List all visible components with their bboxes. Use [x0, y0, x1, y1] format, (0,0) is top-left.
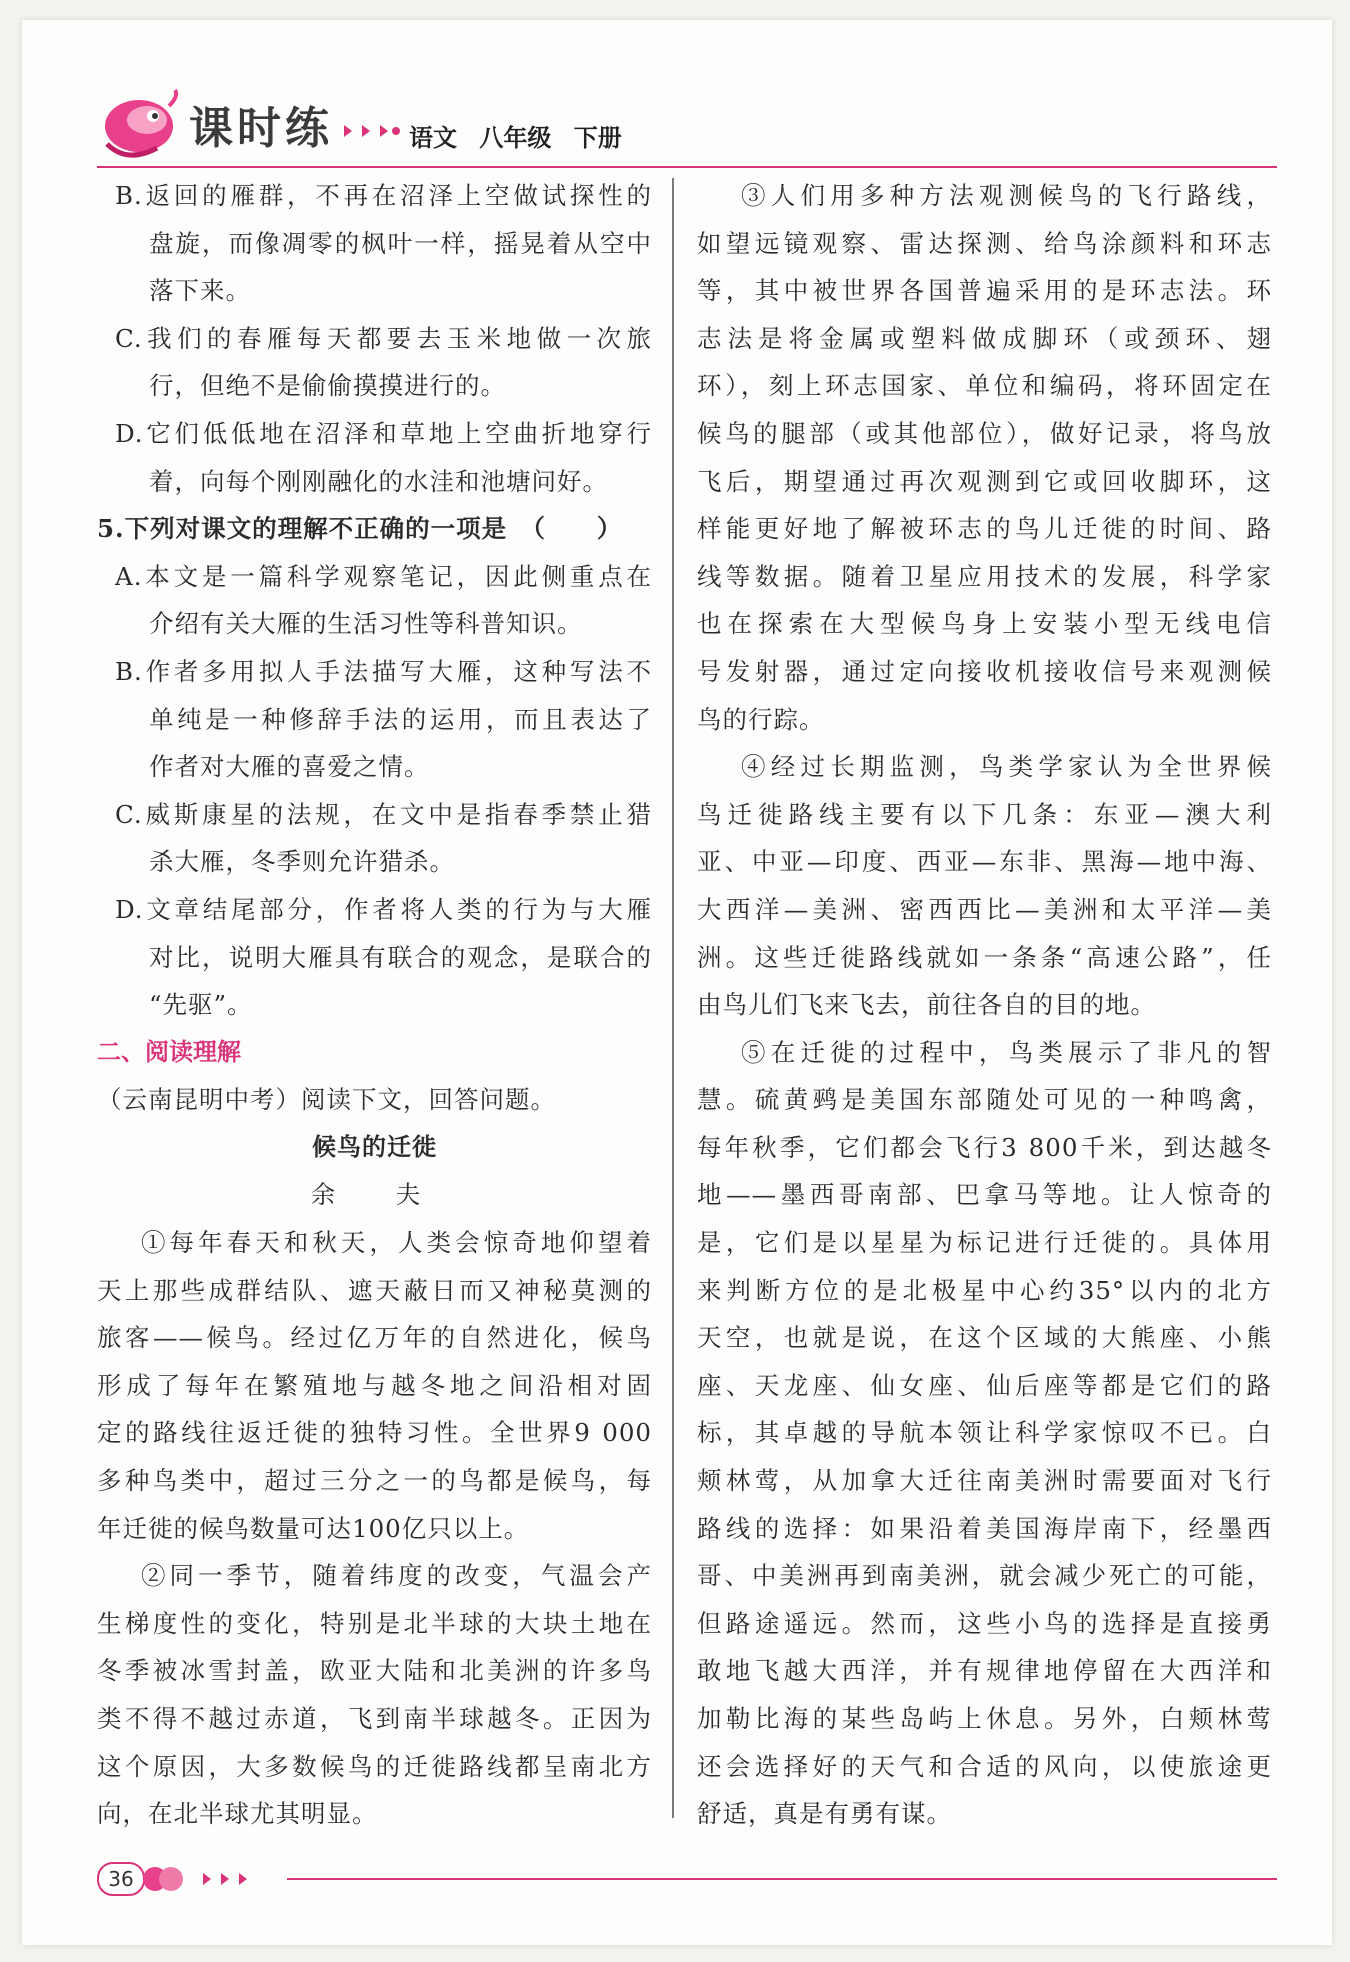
answer-option: A.本文是一篇科学观察笔记，因此侧重点在 — [115, 561, 652, 591]
paragraph-line: 向，在北半球尤其明显。 — [97, 1799, 378, 1829]
chevron-arrows-icon — [342, 122, 402, 140]
paragraph-line: 形成了每年在繁殖地与越冬地之间沿相对固 — [97, 1370, 652, 1400]
paragraph-line: 这个原因，大多数候鸟的迁徙路线都呈南北方 — [97, 1751, 652, 1781]
textbook-page — [22, 20, 1332, 1945]
paragraph-start: ⑤在迁徙的过程中，鸟类展示了非凡的智 — [741, 1037, 1272, 1067]
paragraph-line: 洲。这些迁徙路线就如一条条“高速公路”，任 — [697, 942, 1272, 972]
paragraph-line: 天空，也就是说，在这个区域的大熊座、小熊 — [697, 1323, 1272, 1353]
paragraph-line: 敢地飞越大西洋，并有规律地停留在大西洋和 — [697, 1656, 1272, 1686]
page-number: 36 — [97, 1862, 145, 1896]
paragraph-start: ①每年春天和秋天，人类会惊奇地仰望着 — [141, 1228, 652, 1258]
paragraph-line: 鸟迁徙路线主要有以下几条：东亚—澳大利 — [697, 799, 1272, 829]
paragraph-line: 类不得不越过赤道，飞到南半球越冬。正因为 — [97, 1704, 652, 1733]
paragraph-line: 候鸟的腿部（或其他部位），做好记录，将鸟放 — [697, 418, 1272, 448]
chevron-arrows-icon — [143, 1862, 293, 1896]
paragraph-start: ④经过长期监测，鸟类学家认为全世界候 — [741, 752, 1272, 782]
paragraph-line: 号发射器，通过定向接收机接收信号来观测候 — [697, 656, 1272, 686]
header-divider — [97, 166, 1277, 168]
paragraph-line: 生梯度性的变化，特别是北半球的大块土地在 — [97, 1608, 652, 1638]
footer-divider — [287, 1878, 1277, 1880]
paragraph-line: 年迁徙的候鸟数量可达100亿只以上。 — [97, 1513, 530, 1543]
paragraph-line: 颊林莺，从加拿大迁往南美洲时需要面对飞行 — [697, 1466, 1272, 1496]
article-title: 候鸟的迁徙 — [312, 1132, 437, 1161]
paragraph-line: 加勒比海的某些岛屿上休息。另外，白颊林莺 — [697, 1704, 1272, 1733]
question-stem: 5.下列对课文的理解不正确的一项是 （ ） — [97, 514, 623, 544]
paragraph-line: 也在探索在大型候鸟身上安装小型无线电信 — [697, 609, 1272, 639]
paragraph-line: 路线的选择：如果沿着美国海岸南下，经墨西 — [697, 1513, 1272, 1543]
paragraph-line: 标，其卓越的导航本领让科学家惊叹不已。白 — [697, 1418, 1272, 1448]
answer-option-continued: 行，但绝不是偷偷摸摸进行的。 — [149, 371, 506, 401]
paragraph-line: 如望远镜观察、雷达探测、给鸟涂颜料和环志 — [697, 228, 1272, 258]
paragraph-line: 旅客——候鸟。经过亿万年的自然进化，候鸟 — [97, 1323, 652, 1353]
paragraph-line: 志法是将金属或塑料做成脚环（或颈环、翅 — [697, 323, 1272, 353]
answer-option: C.威斯康星的法规，在文中是指春季禁止猎 — [115, 799, 652, 829]
answer-option-continued: 作者对大雁的喜爱之情。 — [149, 752, 430, 782]
paragraph-line: 还会选择好的天气和合适的风向，以使旅途更 — [697, 1751, 1272, 1781]
answer-option: D.它们低低地在沼泽和草地上空曲折地穿行 — [115, 418, 652, 448]
answer-option-continued: 落下来。 — [149, 276, 251, 306]
pink-swirl-logo-icon — [97, 86, 182, 164]
paragraph-line: 每年秋季，它们都会飞行3 800千米，到达越冬 — [697, 1132, 1272, 1162]
paragraph-line: 大西洋—美洲、密西西比—美洲和太平洋—美 — [697, 894, 1272, 924]
left-column — [97, 172, 652, 1838]
paragraph-line: 舒适，真是有勇有谋。 — [697, 1799, 952, 1829]
paragraph-line: 环），刻上环志国家、单位和编码，将环固定在 — [697, 371, 1272, 401]
answer-option: C.我们的春雁每天都要去玉米地做一次旅 — [115, 323, 652, 353]
answer-option-continued: “先驱”。 — [149, 990, 253, 1020]
paragraph-line: 由鸟儿们飞来飞去，前往各自的目的地。 — [697, 990, 1156, 1020]
paragraph-start: ②同一季节，随着纬度的改变，气温会产 — [141, 1561, 652, 1591]
paragraph-line: 座、天龙座、仙女座、仙后座等都是它们的路 — [697, 1370, 1272, 1400]
paragraph-line: 多种鸟类中，超过三分之一的鸟都是候鸟，每 — [97, 1466, 652, 1496]
section-heading: 二、阅读理解 — [97, 1037, 241, 1066]
right-column — [697, 172, 1272, 1838]
paragraph-line: 定的路线往返迁徙的独特习性。全世界9 000 — [97, 1418, 652, 1448]
answer-option-continued: 介绍有关大雁的生活习性等科普知识。 — [149, 609, 583, 639]
paragraph-start: ③人们用多种方法观测候鸟的飞行路线， — [741, 181, 1272, 210]
answer-option-continued: 单纯是一种修辞手法的运用，而且表达了 — [149, 704, 652, 734]
paragraph-line: 来判断方位的是北极星中心约35°以内的北方 — [697, 1275, 1272, 1305]
paragraph-line: 冬季被冰雪封盖，欧亚大陆和北美洲的许多鸟 — [97, 1656, 652, 1686]
answer-option: D.文章结尾部分，作者将人类的行为与大雁 — [115, 894, 652, 924]
column-divider — [672, 178, 674, 1818]
paragraph-line: 亚、中亚—印度、西亚—东非、黑海—地中海、 — [697, 847, 1272, 877]
answer-option-continued: 着，向每个刚刚融化的水洼和池塘问好。 — [149, 466, 608, 496]
answer-option-continued: 盘旋，而像凋零的枫叶一样，摇晃着从空中 — [149, 228, 652, 258]
page-header — [97, 78, 1277, 168]
paragraph-line: 线等数据。随着卫星应用技术的发展，科学家 — [697, 561, 1272, 591]
page-footer — [97, 1860, 1277, 1900]
paragraph-line: 飞后，期望通过再次观测到它或回收脚环，这 — [697, 466, 1272, 496]
series-brand: 课时练 — [189, 103, 333, 154]
paragraph-line: 等，其中被世界各国普遍采用的是环志法。环 — [697, 276, 1272, 306]
article-author: 余 夫 — [310, 1180, 439, 1210]
paragraph-line: 地——墨西哥南部、巴拿马等地。让人惊奇的 — [697, 1180, 1272, 1210]
paragraph-line: 鸟的行踪。 — [697, 704, 825, 734]
paragraph-line: 天上那些成群结队、遮天蔽日而又神秘莫测的 — [97, 1275, 652, 1305]
answer-option: B.返回的雁群，不再在沼泽上空做试探性的 — [115, 181, 652, 210]
paragraph-line: 样能更好地了解被环志的鸟儿迁徙的时间、路 — [697, 514, 1272, 544]
text-line: （云南昆明中考）阅读下文，回答问题。 — [97, 1085, 556, 1115]
subject-grade-label: 语文 八年级 下册 — [409, 124, 622, 152]
answer-option-continued: 杀大雁，冬季则允许猎杀。 — [149, 847, 455, 877]
answer-option-continued: 对比，说明大雁具有联合的观念，是联合的 — [149, 942, 652, 972]
answer-option: B.作者多用拟人手法描写大雁，这种写法不 — [115, 656, 652, 686]
paragraph-line: 慧。硫黄鹀是美国东部随处可见的一种鸣禽， — [697, 1085, 1272, 1115]
paragraph-line: 但路途遥远。然而，这些小鸟的选择是直接勇 — [697, 1608, 1272, 1638]
paragraph-line: 是，它们是以星星为标记进行迁徙的。具体用 — [697, 1228, 1272, 1258]
paragraph-line: 哥、中美洲再到南美洲，就会减少死亡的可能， — [697, 1561, 1272, 1591]
